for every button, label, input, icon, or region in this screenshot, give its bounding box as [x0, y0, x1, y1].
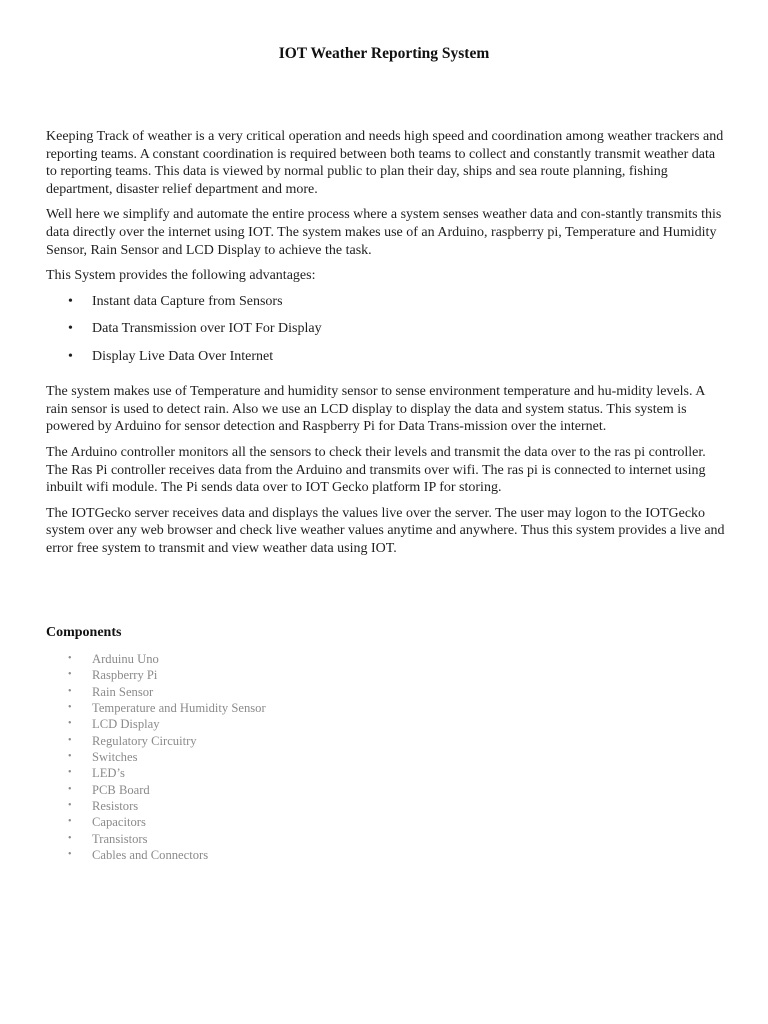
advantage-text: Instant data Capture from Sensors — [92, 293, 283, 309]
advantage-text: Data Transmission over IOT For Display — [92, 321, 322, 337]
advantage-item — [46, 320, 726, 348]
component-text: Switches — [92, 750, 138, 765]
bullet-icon: • — [68, 653, 72, 664]
component-item — [46, 716, 266, 732]
paragraph-sensors: The system makes use of Temperature and humidity sensor to sense environment temperature and hu-midity levels. A rain sensor is used to detect rain. Also we use an LCD display to display the data and system status. This system is powered by Arduino for sensor detection and Raspberry Pi for Data Trans-mission over the internet. — [46, 384, 705, 435]
component-text: Arduinu Uno — [92, 652, 159, 666]
bullet-icon: • — [68, 348, 73, 364]
bullet-icon: • — [68, 751, 72, 763]
component-item — [46, 749, 266, 765]
component-item — [46, 651, 266, 667]
bullet-icon: • — [68, 293, 73, 309]
paragraph-intro: Keeping Track of weather is a very critical operation and needs high speed and coordination among weather trackers and reporting teams. A constant coordination is required between both teams to collect and constantly transmit weather data to reporting teams. This data is viewed by normal public to plan their day, ships and sea route planning, fishing department, disaster relief department and more. — [46, 129, 724, 197]
component-text: Capacitors — [92, 815, 146, 830]
advantage-text: Display Live Data Over Internet — [92, 348, 274, 364]
bullet-icon: • — [68, 767, 72, 779]
component-item — [46, 782, 266, 798]
bullet-icon: • — [68, 321, 73, 337]
component-text: Raspberry Pi — [92, 668, 158, 683]
bullet-icon: • — [68, 832, 72, 844]
component-item — [46, 700, 266, 716]
component-text: LED’s — [92, 766, 125, 781]
document-title: IOT Weather Reporting System — [278, 45, 490, 62]
advantage-item — [46, 348, 726, 376]
component-item — [46, 684, 266, 700]
bullet-icon: • — [68, 800, 72, 812]
paragraph-automation: Well here we simplify and automate the entire process where a system senses weather data and con-stantly transmits this data directly over the internet using IOT. The system makes use of an Arduino, raspberry pi, Temperature and Humidity Sensor, Rain Sensor and LCD Display to achieve the task. — [46, 207, 722, 258]
component-text: Temperature and Humidity Sensor — [92, 701, 266, 716]
component-item — [46, 667, 266, 683]
component-text: Transistors — [92, 831, 148, 846]
component-item — [46, 831, 266, 847]
bullet-icon: • — [68, 685, 72, 697]
bullet-icon: • — [68, 849, 72, 861]
components-list — [46, 651, 266, 863]
component-text: LCD Display — [92, 717, 160, 732]
paragraph-advantages-intro: This System provides the following advantages: — [46, 268, 316, 284]
advantage-item — [46, 293, 726, 321]
component-item — [46, 814, 266, 830]
component-item — [46, 765, 266, 781]
bullet-icon: • — [68, 718, 72, 730]
bullet-icon: • — [68, 816, 72, 828]
advantages-list — [46, 293, 726, 376]
bullet-icon: • — [68, 669, 72, 681]
document-body — [46, 128, 726, 566]
component-text: Rain Sensor — [92, 684, 154, 699]
component-text: Resistors — [92, 799, 139, 814]
bullet-icon: • — [68, 734, 72, 746]
paragraph-server: The IOTGecko server receives data and displays the values live over the server. The user may logon to the IOTGecko system over any web browser and check live weather values anytime and anywhere. Thus this system provides a live and error free system to transmit and view weather data using IOT. — [46, 505, 725, 556]
components-heading: Components — [46, 625, 122, 640]
component-item — [46, 733, 266, 749]
component-text: Regulatory Circuitry — [92, 733, 197, 748]
component-item — [46, 847, 266, 863]
component-text: PCB Board — [92, 782, 150, 797]
component-item — [46, 798, 266, 814]
paragraph-controller: The Arduino controller monitors all the sensors to check their levels and transmit the data over to the ras pi controller. The Ras Pi controller receives data from the Arduino and transmits over wifi. The ras pi is connected to internet using inbuilt wifi module. The Pi sends data over to IOT Gecko platform IP for storing. — [46, 445, 706, 496]
bullet-icon: • — [68, 702, 72, 714]
bullet-icon: • — [68, 783, 72, 795]
component-text: Cables and Connectors — [92, 848, 209, 863]
